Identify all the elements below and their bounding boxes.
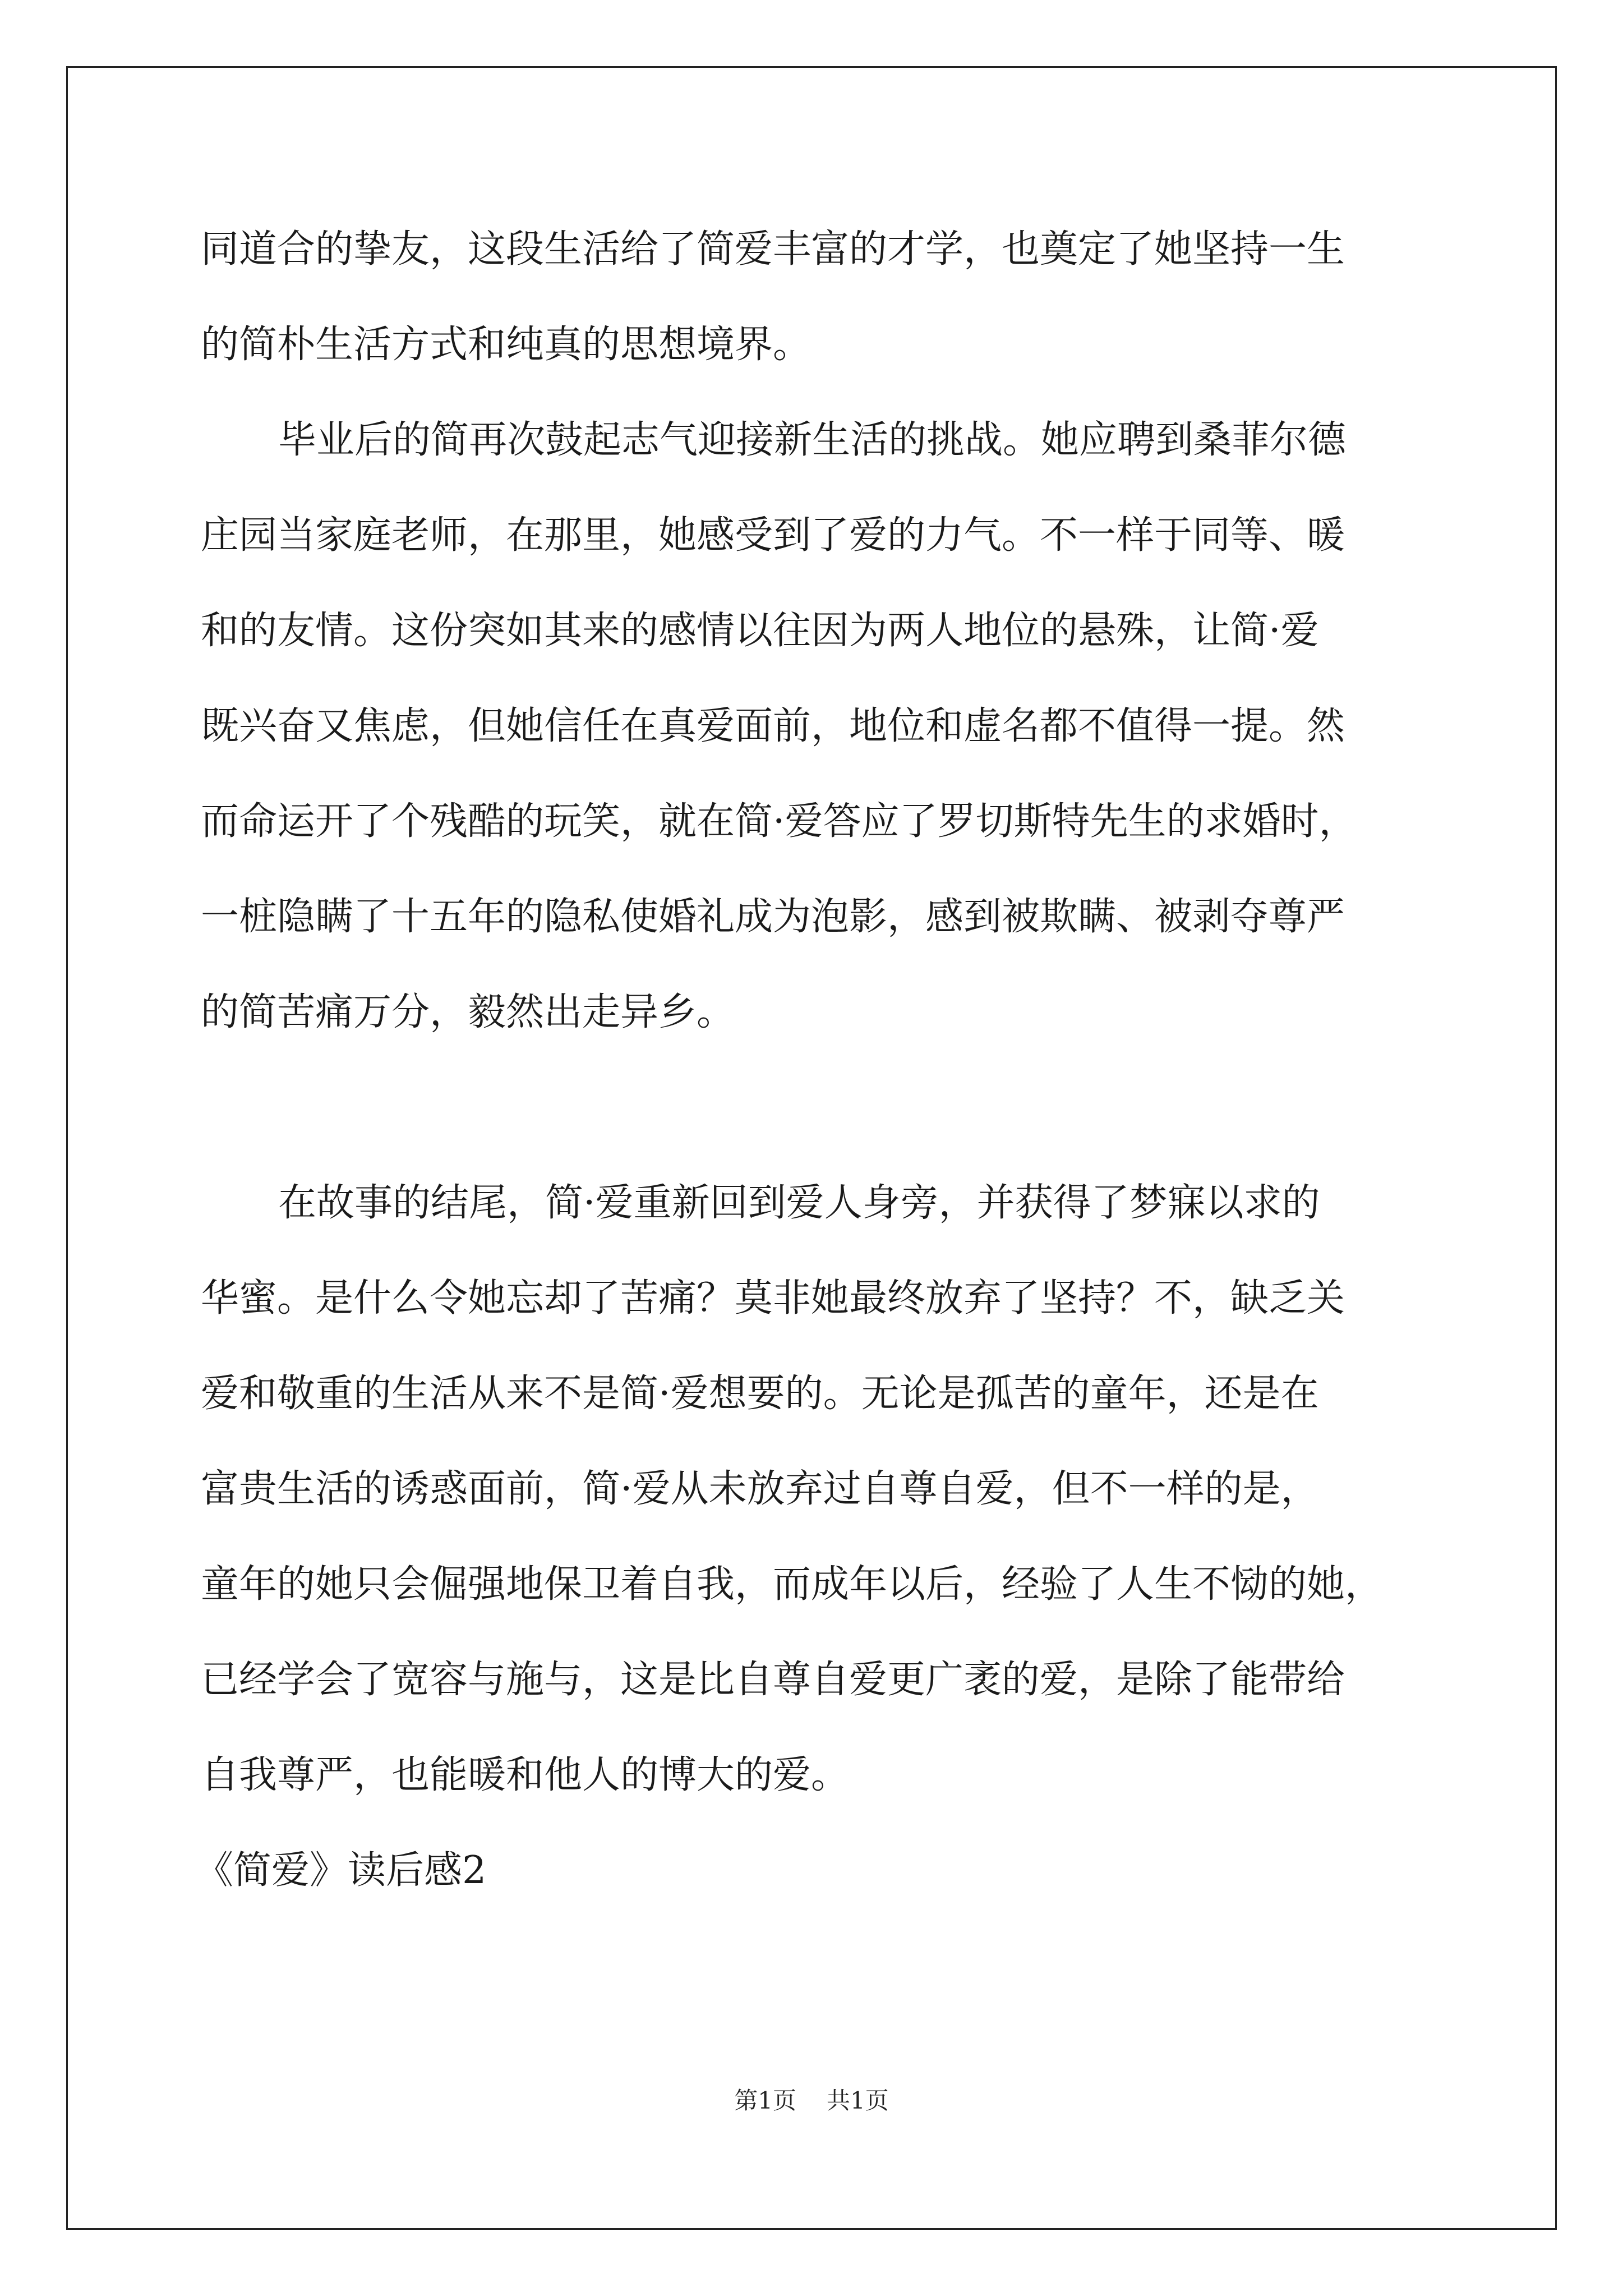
body-line-7: 而命运开了个残酷的玩笑，就在简·爱答应了罗切斯特先生的求婚时， bbox=[201, 799, 1357, 844]
page-number-total: 共1页 bbox=[827, 2087, 889, 2114]
body-line-4: 庄园当家庭老师，在那里，她感受到了爱的力气。不一样于同等、暖 bbox=[201, 513, 1345, 558]
body-line-15: 已经学会了宽容与施与，这是比自尊自爱更广袤的爱，是除了能带给 bbox=[201, 1658, 1345, 1702]
page-frame bbox=[66, 66, 1557, 2230]
body-line-16: 自我尊严，也能暖和他人的博大的爱。 bbox=[201, 1753, 850, 1797]
body-line-10: 在故事的结尾，简·爱重新回到爱人身旁，并获得了梦寐以求的 bbox=[278, 1181, 1320, 1225]
page-footer bbox=[0, 2084, 1623, 2118]
body-line-3: 毕业后的简再次鼓起志气迎接新生活的挑战。她应聘到桑菲尔德 bbox=[278, 418, 1347, 462]
body-line-8: 一桩隐瞒了十五年的隐私使婚礼成为泡影，感到被欺瞒、被剥夺尊严 bbox=[201, 895, 1345, 939]
body-line-12: 爱和敬重的生活从来不是简·爱想要的。无论是孤苦的童年，还是在 bbox=[201, 1372, 1319, 1416]
section-heading: 《简爱》读后感2 bbox=[195, 1848, 487, 1893]
body-line-6: 既兴奋又焦虑，但她信任在真爱面前，地位和虚名都不值得一提。然 bbox=[201, 704, 1345, 748]
body-line-2: 的简朴生活方式和纯真的思想境界。 bbox=[201, 323, 811, 367]
page-number-current: 第1页 bbox=[734, 2087, 796, 2114]
body-line-13: 富贵生活的诱惑面前，简·爱从未放弃过自尊自爱，但不一样的是， bbox=[201, 1467, 1319, 1511]
body-line-5: 和的友情。这份突如其来的感情以往因为两人地位的悬殊，让简·爱 bbox=[201, 609, 1319, 653]
body-line-1: 同道合的挚友，这段生活给了简爱丰富的才学，也奠定了她坚持一生 bbox=[201, 227, 1345, 272]
body-line-14: 童年的她只会倔强地保卫着自我，而成年以后，经验了人生不恸的她， bbox=[201, 1562, 1384, 1607]
body-line-9: 的简苦痛万分，毅然出走异乡。 bbox=[201, 990, 735, 1034]
body-line-11: 华蜜。是什么令她忘却了苦痛？莫非她最终放弃了坚持？不，缺乏关 bbox=[201, 1276, 1345, 1320]
